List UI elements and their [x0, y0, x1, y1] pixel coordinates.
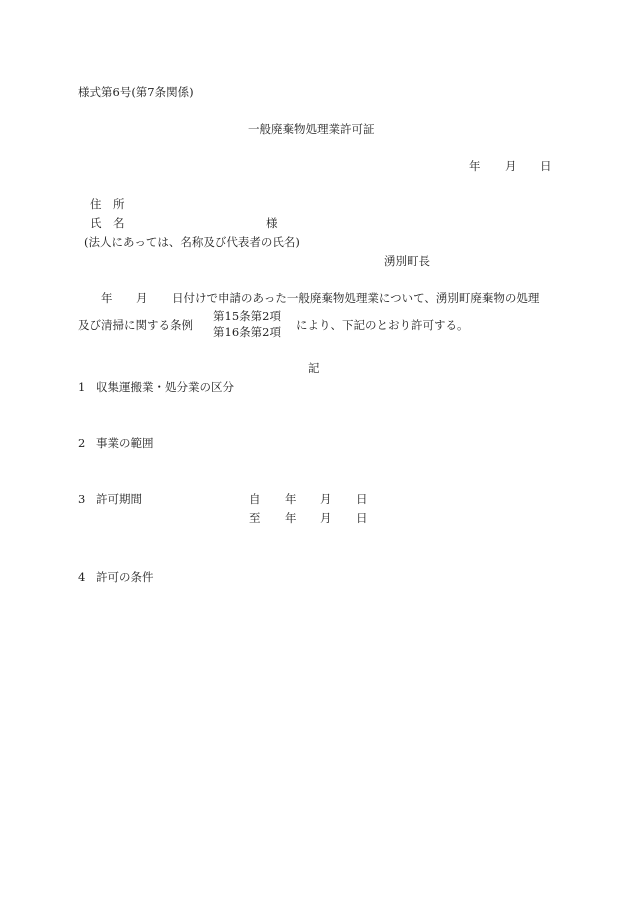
item-1-number: 1 [78, 380, 86, 394]
address-label: 住 所 [90, 197, 125, 211]
issue-date-day: 日 [540, 159, 552, 173]
period-from-year: 年 [285, 492, 297, 506]
item-4-label: 許可の条件 [96, 570, 154, 584]
period-to-label: 至 [249, 511, 261, 525]
item-4-number: 4 [78, 570, 86, 584]
honorific-sama: 様 [266, 216, 278, 230]
issuer-name: 湧別町長 [384, 254, 430, 268]
period-from-label: 自 [249, 492, 261, 506]
period-to-year: 年 [285, 511, 297, 525]
body-line-1: 日付けで申請のあった一般廃棄物処理業について、湧別町廃棄物の処理 [172, 291, 540, 305]
period-to-month: 月 [320, 511, 332, 525]
item-3-label: 許可期間 [96, 492, 142, 506]
ki-heading: 記 [308, 361, 320, 375]
name-label: 氏 名 [90, 216, 125, 230]
article-option-1: 第15条第2項 [213, 309, 281, 323]
body-line-2-suffix: により、下記のとおり許可する。 [296, 318, 469, 332]
period-from-day: 日 [356, 492, 368, 506]
form-number: 様式第6号(第7条関係) [78, 85, 194, 99]
item-2-label: 事業の範囲 [96, 436, 154, 450]
item-1-label: 収集運搬業・処分業の区分 [96, 380, 234, 394]
item-2-number: 2 [78, 436, 86, 450]
period-to-day: 日 [356, 511, 368, 525]
issue-date-year: 年 [469, 159, 481, 173]
period-from-month: 月 [320, 492, 332, 506]
item-3-number: 3 [78, 492, 86, 506]
body-line-2-prefix: 及び清掃に関する条例 [78, 318, 193, 332]
corporate-note: (法人にあっては、名称及び代表者の氏名) [84, 235, 300, 249]
body-year: 年 [101, 291, 113, 305]
document-title: 一般廃棄物処理業許可証 [248, 122, 375, 136]
article-option-2: 第16条第2項 [213, 325, 281, 339]
issue-date-month: 月 [505, 159, 517, 173]
body-month: 月 [136, 291, 148, 305]
